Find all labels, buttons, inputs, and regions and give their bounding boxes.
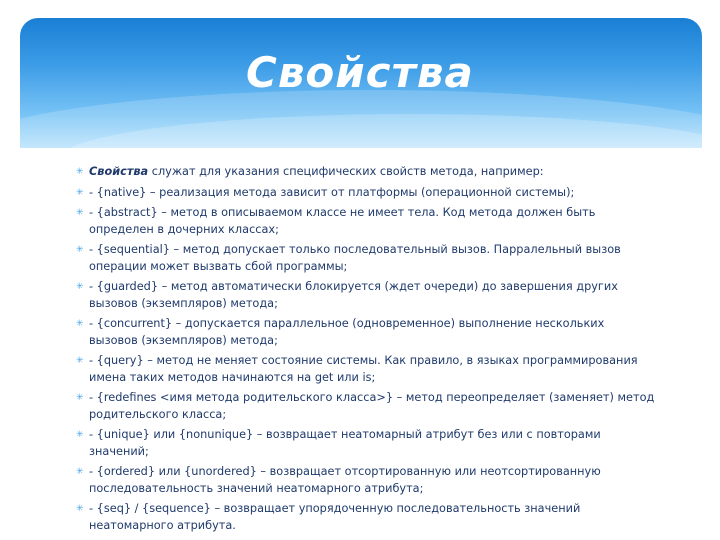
bullet-icon: ✳ <box>76 245 84 255</box>
list-item <box>76 279 656 312</box>
item-text: служат для указания специфических свойств метода, например: <box>148 165 544 178</box>
item-text: - {guarded} – метод автоматически блокируется (ждет очереди) до завершения других вызовов (экземпляров) метода; <box>89 280 618 310</box>
item-text: - {native} – реализация метода зависит от платформы (операционной системы); <box>89 185 575 199</box>
item-text: - {unique} или {nonunique} – возвращает неатомарный атрибут без или с повторами значений; <box>89 428 601 458</box>
item-text: - {query} – метод не меняет состояние системы. Как правило, в языках программирования имена таких методов начинаются на get или is; <box>89 354 638 384</box>
item-text: - {concurrent} – допускается параллельное (одновременное) выполнение нескольких вызовов (экземпляров) метода; <box>89 317 605 347</box>
bullet-icon: ✳ <box>76 319 84 329</box>
item-text: - {ordered} или {unordered} – возвращает отсортированную или неотсортированную последовательность значений неатомарного атрибута; <box>89 465 601 495</box>
bullet-icon: ✳ <box>76 430 84 440</box>
list-item <box>76 353 656 386</box>
list-item <box>76 427 656 460</box>
item-text: - {seq} / {sequence} – возвращает упорядоченную последовательность значений неатомарного атрибута. <box>89 502 581 532</box>
bullet-icon: ✳ <box>76 187 84 198</box>
list-item <box>76 164 656 181</box>
list-item <box>76 501 656 534</box>
item-text: - {redefines <имя метода родительского класса>} – метод переопределяет (заменяет) метод родительского класса; <box>89 391 655 421</box>
slide-title: Свойства <box>246 48 474 97</box>
bullet-icon: ✳ <box>76 393 84 403</box>
list-item <box>76 390 656 423</box>
item-text: - {abstract} – метод в описываемом классе не имеет тела. Код метода должен быть определен в дочерних классах; <box>89 206 596 236</box>
list-item <box>76 464 656 497</box>
list-item <box>76 205 656 238</box>
bullet-icon: ✳ <box>76 504 84 514</box>
bullet-icon: ✳ <box>76 208 84 218</box>
list-item <box>76 242 656 275</box>
bullet-icon: ✳ <box>76 282 84 292</box>
list-item <box>76 316 656 349</box>
item-text: - {sequential} – метод допускает только последовательный вызов. Парралельный вызов операции может вызвать сбой программы; <box>89 243 621 273</box>
bullet-icon: ✳ <box>76 467 84 477</box>
bullet-icon: ✳ <box>76 167 84 177</box>
list-item <box>76 185 656 202</box>
term-label: Свойства <box>89 165 149 178</box>
bullet-list <box>76 164 656 538</box>
bullet-icon: ✳ <box>76 356 84 366</box>
